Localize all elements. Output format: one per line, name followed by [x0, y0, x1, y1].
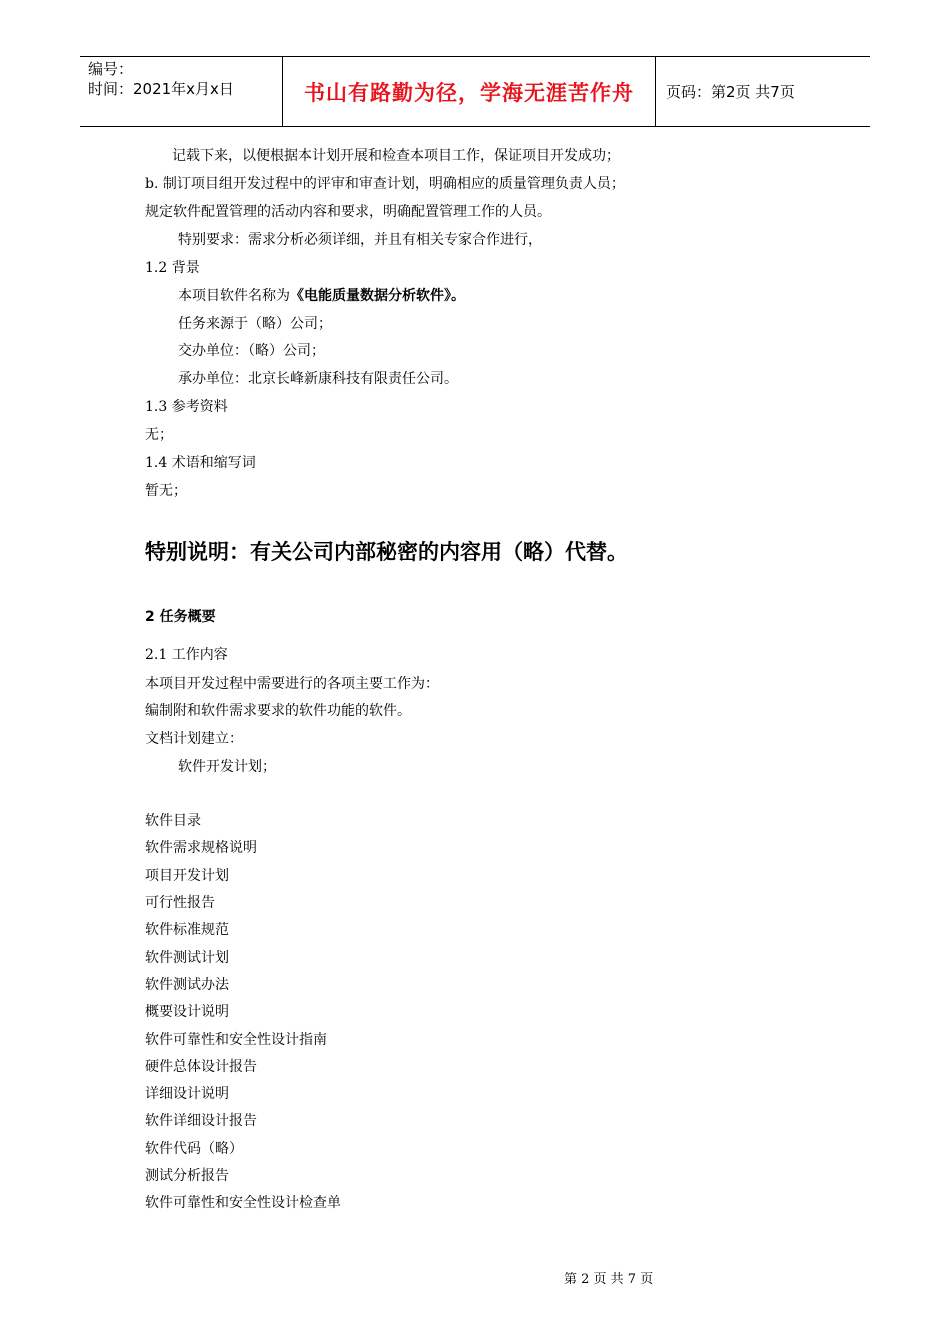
list-item: 概要设计说明: [145, 1004, 229, 1020]
body-line: 特别要求：需求分析必须详细，并且有相关专家合作进行，: [178, 232, 542, 248]
list-item: 软件标准规范: [145, 922, 229, 938]
document-number-label: 编号：: [88, 60, 134, 78]
header-page-info: 页码：第2页 共7页: [666, 83, 795, 101]
section-heading-1-3: 1.3 参考资料: [145, 399, 228, 415]
list-item: 软件可靠性和安全性设计指南: [145, 1032, 327, 1048]
list-item: 测试分析报告: [145, 1168, 229, 1184]
software-name-line: [178, 286, 465, 306]
list-item: 软件测试办法: [145, 977, 229, 993]
body-line: 编制附和软件需求要求的软件功能的软件。: [145, 703, 411, 719]
section-heading-1-4: 1.4 术语和缩写词: [145, 455, 256, 471]
body-line: b. 制订项目组开发过程中的评审和审查计划，明确相应的质量管理负责人员；: [145, 176, 625, 192]
header-meta: [80, 57, 282, 126]
body-line: 本项目开发过程中需要进行的各项主要工作为：: [145, 676, 439, 692]
list-item: 软件需求规格说明: [145, 840, 257, 856]
list-item: 项目开发计划: [145, 868, 229, 884]
body-line: 任务来源于（略）公司；: [178, 316, 332, 332]
list-item: 软件详细设计报告: [145, 1113, 257, 1129]
section-heading-2-1: 2.1 工作内容: [145, 647, 228, 663]
list-item: 软件代码（略）: [145, 1141, 243, 1157]
body-line: 文档计划建立：: [145, 731, 243, 747]
body-line: 暂无；: [145, 483, 187, 499]
special-note: 特别说明：有关公司内部秘密的内容用（略）代替。: [145, 540, 628, 564]
section-heading-2: 2 任务概要: [145, 609, 216, 625]
list-item: 软件目录: [145, 813, 201, 829]
list-item: 软件测试计划: [145, 950, 229, 966]
body-line: 软件开发计划；: [178, 759, 276, 775]
section-heading-1-2: 1.2 背景: [145, 260, 200, 276]
list-item: 详细设计说明: [145, 1086, 229, 1102]
list-item: 硬件总体设计报告: [145, 1059, 257, 1075]
document-date: 时间：2021年x月x日: [88, 80, 234, 98]
body-line: 承办单位：北京长峰新康科技有限责任公司。: [178, 371, 458, 387]
list-item: 可行性报告: [145, 895, 215, 911]
body-line: 无；: [145, 427, 173, 443]
body-line: 规定软件配置管理的活动内容和要求，明确配置管理工作的人员。: [145, 204, 551, 220]
page-footer: 第 2 页 共 7 页: [564, 1272, 654, 1287]
software-name: 《电能质量数据分析软件》。: [290, 288, 465, 304]
body-line: 交办单位：（略）公司；: [178, 343, 325, 359]
page-header: [80, 56, 870, 127]
list-item: 软件可靠性和安全性设计检查单: [145, 1195, 341, 1211]
header-motto: 书山有路勤为径，学海无涯苦作舟: [282, 57, 656, 126]
body-line: 记载下来，以便根据本计划开展和检查本项目工作，保证项目开发成功；: [172, 148, 620, 164]
software-name-prefix: 本项目软件名称为: [178, 288, 290, 304]
